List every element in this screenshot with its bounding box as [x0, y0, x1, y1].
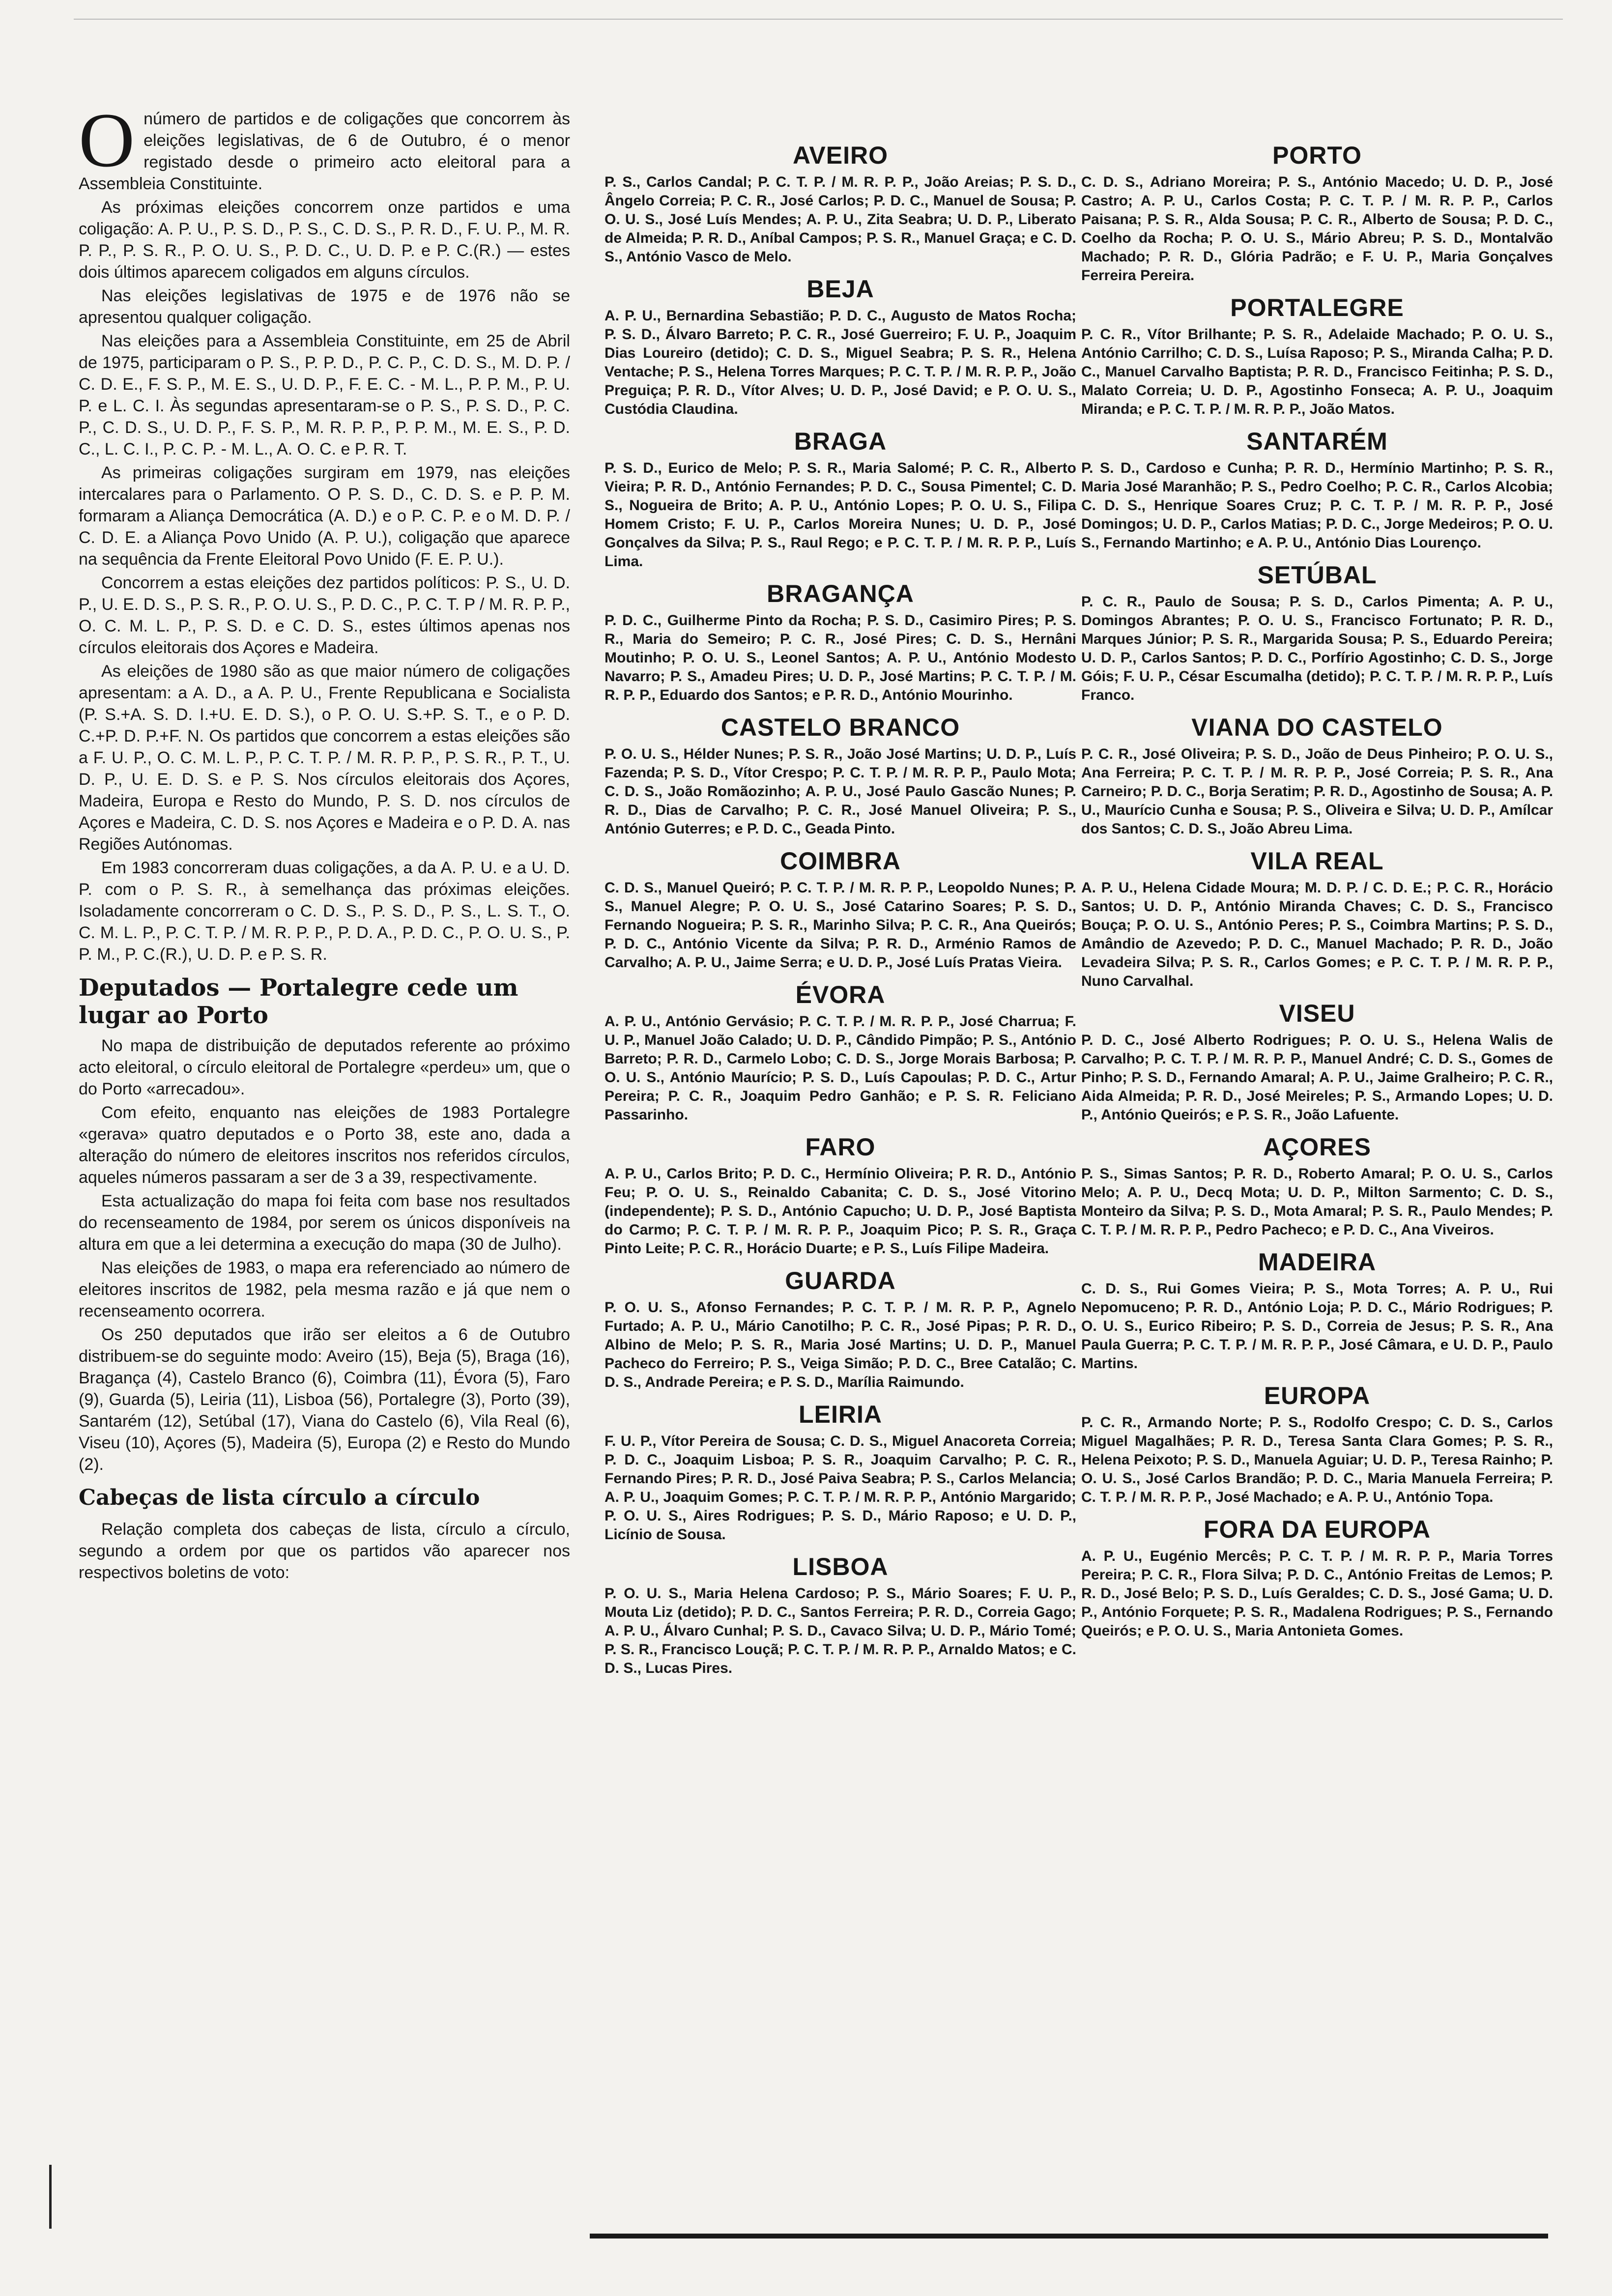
district-list: P. S., Simas Santos; P. R. D., Roberto Amaral; P. O. U. S., Carlos Melo; A. P. U., Decq Mota; U. D. P., Milton Sarmento; C. D. S., Monteiro da Silva; P. S. D., Mota Amaral; P. S. R., Paulo Mendes; P. C. T. P. / M. R. P. P., Pedro Pacheco; e P. D. C., Ana Viveiros. [1081, 1166, 1553, 1238]
district-title: VIANA DO CASTELO [1191, 714, 1443, 741]
district-title: MADEIRA [1258, 1248, 1377, 1276]
district-title: ÉVORA [795, 981, 886, 1008]
district-faro [604, 1132, 1076, 1258]
district-viseu [1081, 999, 1553, 1124]
district-title: FORA DA EUROPA [1203, 1516, 1431, 1543]
district-title: FARO [805, 1133, 876, 1161]
district-list: P. D. C., José Alberto Rodrigues; P. O. U. S., Helena Walis de Carvalho; P. C. T. P. / M. R. P. P., Manuel André; C. D. S., Gomes de Pinho; P. S. D., Fernando Amaral; A. P. U., Jaime Gralheiro; P. C. R., Aida Almeida; P. R. D., José Meireles; P. S., Armando Lopes; U. D. P., António Queirós; e P. S. R., João Lafuente. [1081, 1032, 1553, 1123]
district-title: BRAGANÇA [767, 580, 914, 607]
district-title: CASTELO BRANCO [720, 714, 960, 741]
district-guarda [604, 1266, 1076, 1392]
intro-paragraph [79, 97, 570, 195]
district-title: BRAGA [794, 428, 887, 455]
district-title: LISBOA [792, 1553, 889, 1580]
district-list: A. P. U., Eugénio Mercês; P. C. T. P. / M. R. P. P., Maria Torres Pereira; P. C. R., Flora Silva; P. D. C., António Freitas de Lemos; P. R. D., José Belo; P. S. D., Luís Geraldes; C. D. S., José Gama; U. D. P., António Forquete; P. S. R., Madalena Rodrigues; P. S., Fernando Queirós; e P. O. U. S., Maria Antonieta Gomes. [1081, 1548, 1553, 1639]
district-title: AÇORES [1263, 1133, 1371, 1161]
district-vila-real [1081, 846, 1553, 991]
district-list: A. P. U., Helena Cidade Moura; M. D. P. / C. D. E.; P. C. R., Horácio Santos; U. D. P., António Miranda Chaves; C. D. S., Francisco Bouça; P. O. U. S., António Peres; P. S., Coimbra Martins; P. S. D., Amândio de Azevedo; P. D. C., Manuel Machado; P. R. D., João Levadeira Silva; P. S. R., Carlos Gomes; e P. C. T. P. / M. R. P. P., Nuno Carvalhal. [1081, 880, 1553, 989]
district-list: C. D. S., Rui Gomes Vieira; P. S., Mota Torres; A. P. U., Rui Nepomuceno; P. R. D., António Loja; P. D. C., Mário Rodrigues; P. O. U. S., Eurico Ribeiro; P. S. D., Correia de Jesus; P. S. R., Ana Paula Guerra; P. C. T. P. / M. R. P. P., José Câmara, e U. D. P., Paulo Martins. [1081, 1281, 1553, 1372]
districts-column-middle [604, 133, 1076, 1682]
district-list: P. O. U. S., Hélder Nunes; P. S. R., João José Martins; U. D. P., Luís Fazenda; P. S. D., Vítor Crespo; P. C. T. P. / M. R. P. P., Paulo Mota; C. D. S., João Romãozinho; A. P. U., José Paulo Gascão Nunes; P. R. D., Dias de Carvalho; P. C. R., José Manuel Oliveira; P. S., António Guterres; e P. D. C., Geada Pinto. [604, 746, 1076, 837]
district-list: P. C. R., Paulo de Sousa; P. S. D., Carlos Pimenta; A. P. U., Domingos Abrantes; P. O. U. S., Francisco Fortunato; P. R. D., Marques Júnior; P. S. R., Margarida Sousa; P. S., Eduardo Pereira; U. D. P., Carlos Santos; P. D. C., Porfírio Agostinho; C. D. S., Jorge Góis; F. U. P., César Escumalha (detido); P. C. T. P. / M. R. P. P., Luís Franco. [1081, 594, 1553, 703]
subheading-cabecas: Cabeças de lista círculo a círculo [79, 1485, 480, 1510]
margin-bar [49, 2165, 52, 2229]
district-porto [1081, 141, 1553, 285]
district-list: P. S. D., Eurico de Melo; P. S. R., Maria Salomé; P. C. R., Alberto Vieira; P. R. D., António Fernandes; P. D. C., Sousa Pimentel; C. D. S., Nogueira de Brito; A. P. U., António Lopes; P. O. U. S., Filipa Homem Cristo; F. U. P., Carlos Moreira Nunes; U. D. P., José Gonçalves da Silva; P. S., Raul Rego; e P. C. T. P. / M. R. P. P., Luís Lima. [604, 460, 1076, 570]
district-setubal [1081, 560, 1553, 705]
district-viana-do-castelo [1081, 713, 1553, 838]
article-paragraph: Nas eleições de 1983, o mapa era referenciado ao número de eleitores inscritos de 1982, pela mesma razão e já que nem o recenseamento ocorrera. [79, 1259, 570, 1320]
district-list: P. S. D., Cardoso e Cunha; P. R. D., Hermínio Martinho; P. S. R., Maria José Maranhão; P. S., Pedro Coelho; P. C. R., Carlos Alcobia; C. D. S., Henrique Soares Cruz; P. C. T. P. / M. R. P. P., José Domingos; U. D. P., Carlos Matias; P. D. C., Jorge Medeiros; P. O. U. S., Fernando Martinho; e A. P. U., António Dias Lourenço. [1081, 460, 1553, 551]
district-madeira [1081, 1247, 1553, 1373]
district-title: VILA REAL [1250, 847, 1384, 875]
district-title: BEJA [806, 275, 874, 303]
district-braga [604, 427, 1076, 571]
drop-cap: O [79, 97, 135, 183]
article-paragraph: Nas eleições legislativas de 1975 e de 1976 não se apresentou qualquer coligação. [79, 287, 570, 327]
district-list: C. D. S., Adriano Moreira; P. S., António Macedo; U. D. P., José Castro; A. P. U., Carlos Costa; P. C. T. P. / M. R. P. P., Carlos Paisana; P. S. R., Alda Sousa; P. C. R., Alberto de Sousa; P. D. C., Coelho da Rocha; P. O. U. S., Mário Abreu; P. S. D., Montalvão Machado; P. R. D., Glória Padrão; e F. U. P., Maria Gonçalves Ferreira Pereira. [1081, 174, 1553, 284]
article-paragraph: Nas eleições para a Assembleia Constituinte, em 25 de Abril de 1975, participaram o P. S., P. P. D., P. C. P., C. D. S., M. D. P. / C. D. E., F. S. P., M. E. S., U. D. P., F. E. C. - M. L., P. P. M., P. U. P. e L. C. I. Às segundas apresentaram-se o P. S., P. S. D., P. C. P., C. D. S., U. D. P., F. S. P., M. R. P. P., P. P. M., M. E. S., P. D. C., L. C. I., P. C. P. - M. L., A. O. C. e P. R. T. [79, 332, 570, 459]
district-list: C. D. S., Manuel Queiró; P. C. T. P. / M. R. P. P., Leopoldo Nunes; P. S., Manuel Alegre; P. O. U. S., José Catarino Soares; P. S. D., Fernando Nogueira; P. S. R., Marinho Silva; P. C. R., Ana Queirós; P. D. C., António Vicente da Silva; P. R. D., Arménio Ramos de Carvalho; A. P. U., Jaime Serra; e U. D. P., José Luís Pratas Vieira. [604, 880, 1076, 971]
district-aveiro [604, 141, 1076, 266]
article-paragraph: No mapa de distribuição de deputados referente ao próximo acto eleitoral, o círculo eleitoral de Portalegre «perdeu» um, que o do Porto «arrecadou». [79, 1036, 570, 1098]
district-title: PORTALEGRE [1230, 294, 1404, 321]
district-santarem [1081, 427, 1553, 552]
district-title: LEIRIA [799, 1401, 882, 1428]
article-paragraph: Em 1983 concorreram duas coligações, a da A. P. U. e a U. D. P. com o P. S. R., à semelhança das próximas eleições. Isoladamente concorreram o C. D. S., P. S. D., P. S., L. S. T., O. C. M. L. P., P. C. T. P. / M. R. P. P., P. D. A., P. D. C., P. O. U. S., P. P. M., P. C.(R.), U. D. P. e P. S. R. [79, 859, 570, 964]
bottom-rule [590, 2234, 1548, 2239]
article-paragraph: Esta actualização do mapa foi feita com base nos resultados do recenseamento de 1984, por serem os únicos disponíveis na altura em que a lei determina a execução do mapa (30 de Julho). [79, 1192, 570, 1254]
district-title: COIMBRA [780, 847, 901, 875]
article-paragraph: As primeiras coligações surgiram em 1979, nas eleições intercalares para o Parlamento. O P. S. D., C. D. S. e P. P. M. formaram a Aliança Democrática (A. D.) e o P. C. P. e o M. D. P. / C. D. E. a Aliança Povo Unido (A. P. U.), coligação que aparece na sequência da Frente Eleitoral Povo Unido (F. E. P. U.). [79, 463, 570, 569]
article-column [79, 97, 570, 1585]
district-list: P. C. R., Armando Norte; P. S., Rodolfo Crespo; C. D. S., Carlos Miguel Magalhães; P. R. D., Teresa Santa Clara Gomes; P. S. R., Helena Peixoto; P. S. D., Manuela Aguiar; U. D. P., Teresa Rainho; P. O. U. S., José Carlos Brandão; P. D. C., Maria Manuela Ferreira; P. C. T. P. / M. R. P. P., José Machado; e A. P. U., António Topa. [1081, 1414, 1553, 1505]
district-fora-da-europa [1081, 1515, 1553, 1640]
district-title: SETÚBAL [1257, 561, 1377, 589]
district-list: P. O. U. S., Maria Helena Cardoso; P. S., Mário Soares; F. U. P., Mouta Liz (detido); P. D. C., Santos Ferreira; P. R. D., Correia Gago; A. P. U., Álvaro Cunhal; P. S. D., Cavaco Silva; U. D. P., Mário Tomé; P. S. R., Francisco Louçã; P. C. T. P. / M. R. P. P., Arnaldo Matos; e C. D. S., Lucas Pires. [604, 1585, 1076, 1676]
article-paragraph: Com efeito, enquanto nas eleições de 1983 Portalegre «gerava» quatro deputados e o Porto 38, este ano, dada a alteração do número de eleitores inscritos nos referidos círculos, aqueles números passaram a ser de 3 a 39, respectivamente. [79, 1103, 570, 1187]
district-castelo-branco [604, 713, 1076, 838]
article-paragraph: Os 250 deputados que irão ser eleitos a 6 de Outubro distribuem-se do seguinte modo: Aveiro (15), Beja (5), Braga (16), Bragança (4), Castelo Branco (6), Coimbra (11), Évora (5), Faro (9), Guarda (5), Leiria (11), Lisboa (56), Portalegre (3), Porto (39), Santarém (12), Setúbal (17), Viana do Castelo (6), Vila Real (6), Viseu (10), Açores (5), Madeira (5), Europa (2) e Resto do Mundo (2). [79, 1325, 570, 1474]
district-list: A. P. U., Carlos Brito; P. D. C., Hermínio Oliveira; P. R. D., António Feu; P. O. U. S., Reinaldo Cabanita; C. D. S., José Vitorino (independente); P. S. D., António Capucho; U. D. P., José Baptista do Carmo; P. C. T. P. / M. R. P. P., Joaquim Pico; P. S. R., Graça Pinto Leite; P. C. R., Horácio Duarte; e P. S., Luís Filipe Madeira. [604, 1166, 1076, 1257]
district-list: P. C. R., José Oliveira; P. S. D., João de Deus Pinheiro; P. O. U. S., Ana Ferreira; P. C. T. P. / M. R. P. P., José Correia; P. S. R., Ana Carneiro; P. D. C., Borja Seratim; P. R. D., Agostinho de Sousa; A. P. U., Maurício Cunha e Sousa; P. S., Oliveira e Silva; U. D. P., Amílcar dos Santos; C. D. S., João Abreu Lima. [1081, 746, 1553, 837]
district-europa [1081, 1381, 1553, 1507]
district-list: P. S., Carlos Candal; P. C. T. P. / M. R. P. P., João Areias; P. S. D., Ângelo Correia; P. C. R., José Carlos; P. D. C., Manuel de Sousa; P. O. U. S., José Luís Mendes; A. P. U., Zita Seabra; U. D. P., Liberato de Almeida; P. R. D., Aníbal Campos; P. S. R., Manuel Graça; e C. D. S., António Vasco de Melo. [604, 174, 1076, 265]
district-list: P. D. C., Guilherme Pinto da Rocha; P. S. D., Casimiro Pires; P. S. R., Maria do Semeiro; P. C. R., José Pires; C. D. S., Hernâni Moutinho; P. O. U. S., Leonel Santos; A. P. U., António Modesto Navarro; P. S., Amadeu Pires; U. D. P., José Martins; P. C. T. P. / M. R. P. P., Eduardo dos Santos; e P. R. D., António Mourinho. [604, 612, 1076, 703]
district-acores [1081, 1132, 1553, 1239]
district-list: A. P. U., António Gervásio; P. C. T. P. / M. R. P. P., José Charrua; F. U. P., Manuel João Calado; U. D. P., Cândido Pimpão; P. S., António Barreto; P. R. D., Carmelo Lobo; C. D. S., Jorge Morais Barbosa; P. O. U. S., António Maurício; P. S. D., Luís Capoulas; P. D. C., Artur Pereira; P. C. R., Joaquim Pedro Ganhão; e P. S. R. Feliciano Passarinho. [604, 1013, 1076, 1123]
district-coimbra [604, 846, 1076, 972]
article-paragraph: As eleições de 1980 são as que maior número de coligações apresentam: a A. D., a A. P. U., Frente Republicana e Socialista (P. S.+A. S. D. I.+U. E. D. S.), o P. O. U. S.+P. S. T., e o P. D. C.+P. D. P.+F. N. Os partidos que concorrem a estas eleições são a F. U. P., O. C. M. L. P., P. C. T. P. / M. R. P. P., P. S. R., P. T., U. D. P., U. E. D. S. e P. S. Nos círculos eleitorais dos Açores, Madeira, Europa e Resto do Mundo, P. S. D. nos círculos de Açores e Madeira, C. D. S. nos Açores e Madeira e o P. D. A. nas Regiões Autónomas. [79, 662, 570, 854]
district-braganca [604, 579, 1076, 705]
district-list: A. P. U., Bernardina Sebastião; P. D. C., Augusto de Matos Rocha; P. S. D., Álvaro Barreto; P. C. R., José Guerreiro; F. U. P., Joaquim Dias Loureiro (detido); C. D. S., Miguel Seabra; P. S. R., Helena Ventache; P. S., Helena Torres Marques; P. C. T. P. / M. R. P. P., João Preguiça; P. R. D., Vítor Alves; U. D. P., José David; e P. O. U. S., Custódia Claudina. [604, 308, 1076, 417]
district-title: VISEU [1279, 1000, 1355, 1027]
article-paragraph: Concorrem a estas eleições dez partidos políticos: P. S., U. D. P., U. E. D. S., P. S. R., P. O. U. S., P. D. C., P. C. T. P / M. R. P. P., O. C. M. L. P., P. S. D. e C. D. S., estes últimos apenas nos círculos eleitorais dos Açores e Madeira. [79, 574, 570, 657]
intro-text: número de partidos e de coligações que concorrem às eleições legislativas, de 6 de Outubro, é o menor registado desde o primeiro acto eleitoral para a Assembleia Constituinte. [79, 110, 570, 193]
district-portalegre [1081, 293, 1553, 419]
article-paragraph: As próximas eleições concorrem onze partidos e uma coligação: A. P. U., P. S. D., P. S., C. D. S., P. R. D., F. U. P., M. R. P. P., P. S. R., P. O. U. S., P. D. C., U. D. P. e P. C.(R.) — estes dois últimos aparecem coligados em alguns círculos. [79, 198, 570, 282]
district-leiria [604, 1400, 1076, 1544]
district-lisboa [604, 1552, 1076, 1678]
district-title: PORTO [1272, 142, 1362, 169]
article-paragraph: Relação completa dos cabeças de lista, círculo a círculo, segundo a ordem por que os partidos vão aparecer nos respectivos boletins de voto: [79, 1520, 570, 1582]
subheading-deputados: Deputados — Portalegre cede um lugar ao Porto [79, 974, 518, 1029]
district-list: P. O. U. S., Afonso Fernandes; P. C. T. P. / M. R. P. P., Agnelo Furtado; A. P. U., Mário Canotilho; P. C. R., José Pipas; P. R. D., Albino de Melo; P. S. R., Maria José Martins; U. D. P., Manuel Pacheco do Ferreiro; P. S., Veiga Simão; P. D. C., Bree Catalão; C. D. S., Andrade Pereira; e P. S. D., Marília Raimundo. [604, 1299, 1076, 1390]
district-title: EUROPA [1264, 1382, 1371, 1409]
districts-column-right [1081, 133, 1553, 1644]
district-list: F. U. P., Vítor Pereira de Sousa; C. D. S., Miguel Anacoreta Correia; P. D. C., Joaquim Lisboa; P. S. R., Joaquim Carvalho; P. C. R., Fernando Pires; P. R. D., José Paiva Seabra; P. S., Carlos Melancia; A. P. U., Joaquim Gomes; P. C. T. P. / M. R. P. P., António Margarido; P. O. U. S., Aires Rodrigues; P. S. D., Mário Raposo; e U. D. P., Licínio de Sousa. [604, 1433, 1076, 1543]
district-title: GUARDA [785, 1267, 896, 1294]
district-title: SANTARÉM [1246, 428, 1388, 455]
top-rule [74, 19, 1563, 20]
district-beja [604, 274, 1076, 419]
district-title: AVEIRO [793, 142, 888, 169]
district-evora [604, 980, 1076, 1124]
district-list: P. C. R., Vítor Brilhante; P. S. R., Adelaide Machado; P. O. U. S., António Carrilho; C. D. S., Luísa Raposo; P. S., Miranda Calha; P. D. C., Manuel Carvalho Baptista; P. R. D., Francisco Feitinha; P. S. D., Malato Correia; U. D. P., Agostinho Fonseca; A. P. U., Joaquim Miranda; e P. C. T. P. / M. R. P. P., João Matos. [1081, 326, 1553, 417]
